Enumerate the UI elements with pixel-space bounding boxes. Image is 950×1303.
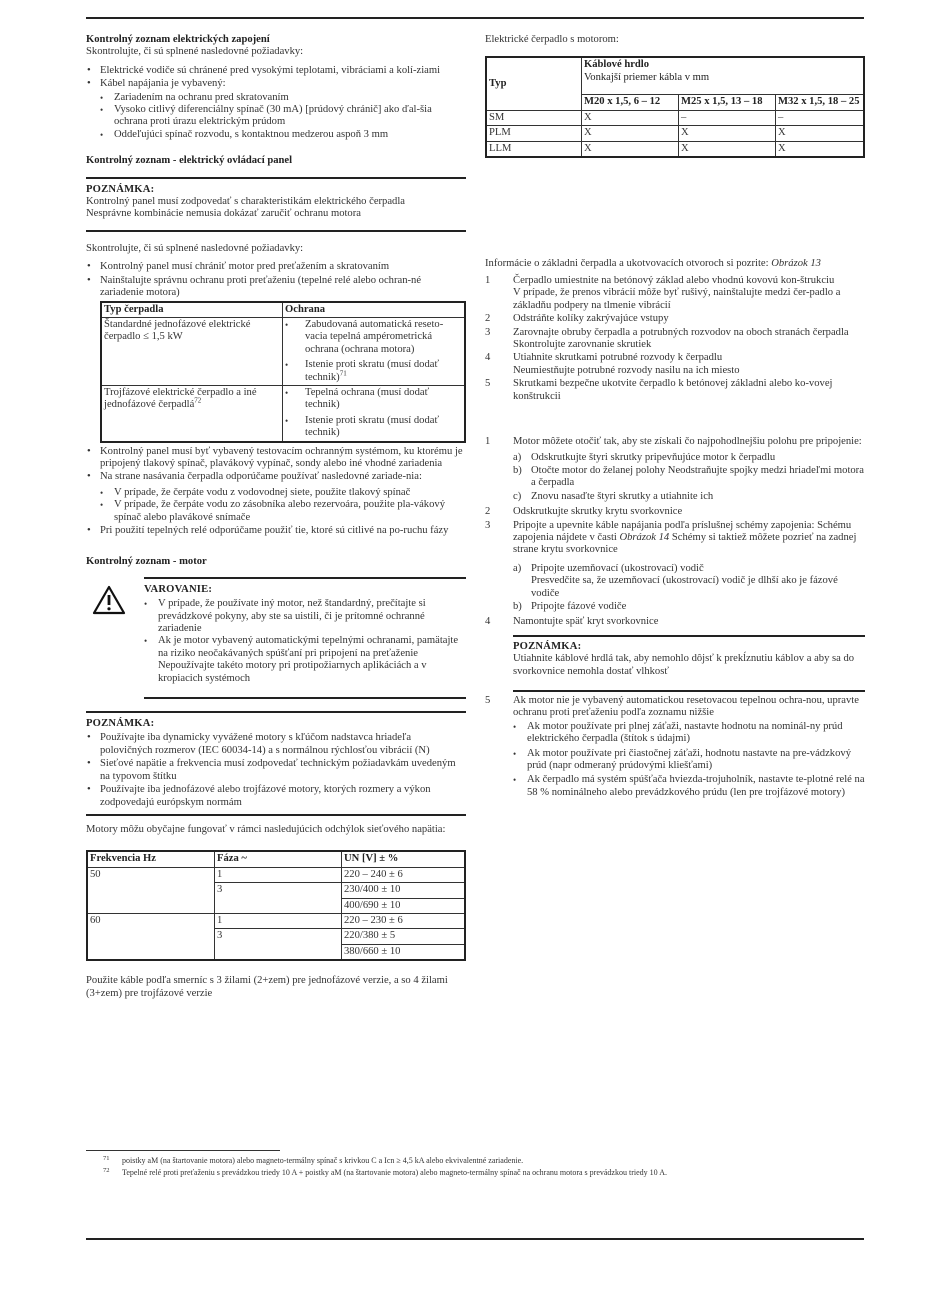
cell-list bbox=[285, 319, 462, 384]
note-list bbox=[86, 732, 466, 808]
step-line: Neumiestňujte potrubné rozvody nasilu na ich miesto bbox=[513, 364, 740, 376]
intro-text: Skontrolujte, či sú splnené nasledovné požiadavky: bbox=[86, 46, 304, 58]
footnote-number: 71 bbox=[103, 1155, 110, 1162]
step-item bbox=[485, 275, 865, 312]
step-line: Namontujte späť kryt svorkovnice bbox=[513, 616, 659, 628]
cable-gland-table bbox=[485, 56, 865, 158]
table-row bbox=[486, 126, 864, 141]
page-bottom-rule bbox=[86, 1238, 864, 1240]
table-row bbox=[101, 385, 465, 441]
installation-steps bbox=[485, 275, 865, 403]
note-line: Nesprávne kombinácie nemusia dokázať zaručiť ochranu motora bbox=[86, 208, 361, 220]
figure-ref-link[interactable]: Obrázok 13 bbox=[771, 258, 821, 270]
base-intro bbox=[485, 255, 865, 273]
table-cell: SM bbox=[486, 110, 582, 125]
table-cell bbox=[101, 317, 283, 385]
protection-table bbox=[100, 301, 466, 443]
phase-cell: 3 bbox=[215, 929, 342, 960]
step-line: Utiahnite skrutkami potrubné rozvody k čerpadlu bbox=[513, 352, 723, 364]
footnote bbox=[86, 1167, 886, 1179]
list-item bbox=[86, 78, 466, 141]
warning-item: • Ak je motor vybavený automatickými tepelnými ochranami, pamätajte na riziko neočakávaných spúšťaní pri pripojení na preťaženie Nepoužívajte takéto motory pri protipožiarnych aplikáciách a v kropiacich systémoch bbox=[144, 635, 466, 685]
cell-text: Istenie proti skratu (musí dodať technik) bbox=[305, 359, 439, 383]
step-number: 2 bbox=[485, 313, 491, 325]
table-row bbox=[101, 317, 465, 385]
step-item bbox=[485, 327, 865, 352]
cell-text: Štandardné jednofázové elektrické čerpadlo ≤ 1,5 kW bbox=[104, 318, 251, 343]
table-header: M25 x 1,5, 13 – 18 bbox=[679, 95, 776, 110]
step-number: 4 bbox=[485, 616, 491, 628]
freq-cell: 60 bbox=[87, 913, 215, 960]
note-text: Utiahnite káblové hrdlá tak, aby nemohlo dôjsť k prekĺznutiu káblov a aby sa do svorkovnice nemohla dostať vlhkosť bbox=[513, 653, 855, 677]
sub-step-letter: b) bbox=[513, 600, 522, 612]
freq-cell: 50 bbox=[87, 867, 215, 913]
step-line: Odstráňte kolíky zakrývajúce vstupy bbox=[513, 313, 669, 325]
sub-step bbox=[513, 563, 865, 600]
table-header: M32 x 1,5, 18 – 25 bbox=[776, 95, 865, 110]
step-line: Skontrolujte zarovnanie skrutiek bbox=[513, 339, 652, 351]
note-title: POZNÁMKA: bbox=[513, 640, 582, 652]
sub-list bbox=[513, 721, 865, 799]
sub-step bbox=[513, 491, 865, 503]
step-item bbox=[485, 616, 865, 628]
warning-item: • V prípade, že používate iný motor, než štandardný, prečítajte si prevádzkové pokyny, aby ste sa uistili, či je prítomné ochranné zariadenie bbox=[144, 598, 466, 635]
voltage-cell: 220 – 240 ± 6 bbox=[342, 867, 466, 882]
step-number: 5 bbox=[485, 695, 491, 706]
step-line bbox=[513, 520, 865, 557]
warning-box bbox=[144, 577, 466, 699]
step-number: 2 bbox=[485, 506, 491, 518]
step-line: Motor môžete otočiť tak, aby ste získali čo najpohodlnejšiu polohu pre pripojenie: bbox=[513, 436, 862, 448]
sub-step-letter: a) bbox=[513, 451, 522, 463]
step-line: Zarovnajte obruby čerpadla a potrubných rozvodov na oboch stranách čerpadla bbox=[513, 326, 849, 338]
voltage-cell: 220/380 ± 5 bbox=[342, 929, 466, 944]
left-column bbox=[86, 34, 466, 1000]
sub-step-text: Pripojte uzemňovací (ukostrovací) vodič bbox=[531, 562, 704, 574]
phase-cell: 3 bbox=[215, 883, 342, 914]
sub-list-item: • Vysoko citlivý diferenciálny spínač (30 mA) [prúdový chránič] ako ďal-šia ochrana proti úrazu elektrickým prúdom bbox=[100, 104, 466, 129]
group-header-title: Káblové hrdlo bbox=[584, 59, 650, 71]
table-cell: X bbox=[776, 141, 865, 157]
cable-text: Použite káble podľa smerníc s 3 žilami (2+zem) pre jednofázové verzie, a so 4 žilami (3+zem) pre trojfázové verzie bbox=[86, 975, 448, 999]
list-item: • Nainštalujte správnu ochranu proti preťaženiu (tepelné relé alebo ochran-né zariadenie motora) bbox=[86, 275, 466, 300]
table-cell: – bbox=[776, 110, 865, 125]
intro-text: Skontrolujte, či sú splnené nasledovné požiadavky: bbox=[86, 242, 304, 254]
voltage-intro: Motory môžu obyčajne fungovať v rámci nasledujúcich odchýlok sieťového napätia: bbox=[86, 823, 446, 835]
step-item bbox=[485, 695, 865, 799]
table-header: Ochrana bbox=[283, 302, 466, 318]
cell-list-item: • Zabudovaná automatická reseto-vacia tepelná ampérometrická ochrana (ochrana motora) bbox=[285, 319, 462, 356]
table-header: Fáza ~ bbox=[215, 851, 342, 867]
step-item bbox=[485, 506, 865, 518]
step-number: 1 bbox=[485, 275, 491, 287]
warning-list bbox=[144, 598, 466, 685]
voltage-table bbox=[86, 850, 466, 961]
footnote-ref[interactable]: 72 bbox=[194, 396, 202, 405]
footnotes bbox=[86, 1150, 886, 1179]
note-title: POZNÁMKA: bbox=[86, 718, 155, 730]
sub-list-item: • Oddeľujúci spínač rozvodu, s kontaktnou medzerou aspoň 3 mm bbox=[100, 129, 466, 141]
motor-intro: Elektrické čerpadlo s motorom: bbox=[485, 34, 619, 45]
table-row bbox=[486, 141, 864, 157]
sub-step-letter: c) bbox=[513, 490, 522, 502]
step-text: Schémy si taktiež môžete pozrieť na zadnej strane krytu svorkovnice bbox=[513, 531, 857, 556]
step-text: Pripojte a upevnite káble napájania podľa príslušnej schémy zapojenia: Schému zapojenia nájdete v časti bbox=[513, 519, 852, 543]
right-column bbox=[485, 34, 865, 800]
step-line: Skrutkami bezpečne ukotvite čerpadlo k betónovej základni alebo ko-vovej konštrukcii bbox=[513, 378, 833, 402]
table-row bbox=[486, 110, 864, 125]
sub-list bbox=[100, 92, 466, 142]
step-item bbox=[485, 313, 865, 325]
table-row bbox=[87, 867, 465, 882]
table-cell: X bbox=[679, 126, 776, 141]
table-cell: LLM bbox=[486, 141, 582, 157]
cell-list bbox=[285, 387, 462, 440]
table-cell bbox=[283, 385, 466, 441]
warning-block bbox=[86, 577, 466, 699]
heading-motor-checklist: Kontrolný zoznam - motor bbox=[86, 556, 207, 568]
footnote bbox=[86, 1155, 886, 1167]
step-number: 3 bbox=[485, 519, 491, 531]
sub-step-text: Pripojte fázové vodiče bbox=[531, 600, 627, 612]
step-number: 3 bbox=[485, 326, 491, 338]
page-top-rule bbox=[86, 17, 864, 19]
list-item: • Kontrolný panel musí byť vybavený testovacím ochranným systémom, ku ktorému je pripojený tlakový spínač, plavákový vypínač, sondy alebo iné vhodné zariadenia bbox=[86, 446, 466, 471]
sub-step-letter: b) bbox=[513, 464, 522, 476]
step-line: Odskrutkujte skrutky krytu svorkovnice bbox=[513, 506, 683, 518]
motor-steps bbox=[485, 436, 865, 629]
step-item bbox=[485, 436, 865, 503]
table-cell: X bbox=[582, 126, 679, 141]
sub-list-item: • V prípade, že čerpáte vodu zo zásobníka alebo rezervoára, použite pla-vákový spínač alebo plavákové snímače bbox=[100, 499, 466, 524]
list-item-text: Na strane nasávania čerpadla odporúčame používať nasledovné zariade-nia: bbox=[100, 471, 422, 483]
table-header: Frekvencia Hz bbox=[87, 851, 215, 867]
table-row bbox=[87, 913, 465, 928]
table-header: Typ čerpadla bbox=[101, 302, 283, 318]
sub-list-item: • Ak motor používate pri plnej záťaži, nastavte hodnotu na nominál-ny prúd elektrického čerpadla (štítok s údajmi) bbox=[513, 721, 865, 746]
sub-list-item: • Zariadením na ochranu pred skratovaním bbox=[100, 92, 466, 104]
sub-list-item: • Ak čerpadlo má systém spúšťača hviezda-trojuholník, nastavte te-plotné relé na 58 % nominálneho alebo prevádzkového prúdu (len pre trojfázové motory) bbox=[513, 774, 865, 799]
table-group-header bbox=[582, 57, 865, 95]
step-item bbox=[485, 520, 865, 614]
footnote-number: 72 bbox=[103, 1167, 110, 1174]
table-header: Typ bbox=[486, 57, 582, 110]
control-panel-list-2 bbox=[86, 446, 466, 538]
note-item: • Používajte iba dynamicky vyvážené motory s kľúčom nadstavca hriadeľa polovičných rozmerov (IEC 60034-14) a s normálnou rýchlosťou vibrácií (N) bbox=[86, 732, 466, 757]
sub-step bbox=[513, 452, 865, 464]
group-header-sub: Vonkajší priemer kábla v mm bbox=[584, 71, 710, 83]
heading-control-panel-checklist: Kontrolný zoznam - elektrický ovládací panel bbox=[86, 155, 293, 167]
step-line: Čerpadlo umiestnite na betónový základ alebo vhodnú kovovú kon-štrukciu bbox=[513, 275, 835, 287]
sub-step-letter: a) bbox=[513, 562, 522, 574]
table-cell: – bbox=[679, 110, 776, 125]
step-number: 5 bbox=[485, 378, 491, 390]
list-item: • Pri použití tepelných relé odporúčame použiť tie, ktoré sú citlivé na po-ruchu fázy bbox=[86, 525, 466, 537]
step-line: Ak motor nie je vybavený automatickou resetovacou tepelnou ochra-nou, upravte ochranu proti preťaženiu podľa zoznamu nižšie bbox=[513, 695, 859, 719]
table-cell: X bbox=[582, 110, 679, 125]
control-panel-list bbox=[86, 261, 466, 299]
note-box bbox=[86, 711, 466, 816]
sub-steps bbox=[513, 452, 865, 504]
voltage-cell: 380/660 ± 10 bbox=[342, 944, 466, 960]
footnote-text: poistky aM (na štartovanie motora) alebo magneto-termálny spínač s krivkou C a Icn ≥ 4,5 kA alebo ekvivalentné zariadenie. bbox=[122, 1156, 524, 1165]
note-box bbox=[86, 177, 466, 232]
footnote-ref[interactable]: 71 bbox=[339, 369, 347, 377]
sub-step-text: Odskrutkujte štyri skrutky pripevňujúce motor k čerpadlu bbox=[531, 451, 776, 463]
figure-ref-link[interactable]: Obrázok 14 bbox=[619, 531, 670, 543]
table-cell: X bbox=[679, 141, 776, 157]
step-number: 4 bbox=[485, 352, 491, 364]
step-number: 1 bbox=[485, 436, 491, 448]
list-item-text: Kábel napájania je vybavený: bbox=[100, 78, 226, 90]
table-header: M20 x 1,5, 6 – 12 bbox=[582, 95, 679, 110]
sub-list-item: • V prípade, že čerpáte vodu z vodovodnej siete, použite tlakový spínač bbox=[100, 487, 466, 499]
step-item bbox=[485, 352, 865, 377]
electrical-requirements-list bbox=[86, 65, 466, 141]
footnote-rule bbox=[86, 1150, 280, 1151]
cell-list-item: • Istenie proti skratu (musí dodať technik) bbox=[285, 415, 462, 440]
sub-step-text: Znovu nasaďte štyri skrutky a utiahnite ich bbox=[531, 490, 714, 502]
table-header: UN [V] ± % bbox=[342, 851, 466, 867]
voltage-cell: 400/690 ± 10 bbox=[342, 898, 466, 913]
table-cell bbox=[101, 385, 283, 441]
cell-list-item: • Tepelná ochrana (musí dodať technik) bbox=[285, 387, 462, 412]
sub-list bbox=[100, 487, 466, 524]
sub-step-text: Presvedčite sa, že uzemňovací (ukostrovací) vodič je dlhší ako je fázové vodiče bbox=[531, 575, 838, 599]
heading-electrical-checklist: Kontrolný zoznam elektrických zapojení bbox=[86, 34, 270, 45]
note-line: Kontrolný panel musí zodpovedať s charakteristikám elektrického čerpadla bbox=[86, 196, 405, 208]
table-cell: PLM bbox=[486, 126, 582, 141]
note-item: • Sieťové napätie a frekvencia musí zodpovedať technickým požiadavkám uvedeným na typovom štítku bbox=[86, 758, 466, 783]
sub-step-text: Otočte motor do želanej polohy Neodstraňujte spojky medzi hriadeľmi motora a čerpadla bbox=[531, 464, 864, 489]
list-item bbox=[86, 471, 466, 524]
step-line: V prípade, že prenos vibrácií môže byť rušivý, nainštalujte medzi čer-padlo a základňu podpery na tlmenie vibrácií bbox=[513, 287, 841, 311]
sub-steps bbox=[513, 563, 865, 614]
warning-title: VAROVANIE: bbox=[144, 583, 213, 595]
sub-step bbox=[513, 601, 865, 613]
phase-cell: 1 bbox=[215, 913, 342, 928]
cell-text: Trojfázové elektrické čerpadlo a iné jednofázové čerpadlá bbox=[104, 386, 257, 411]
table-cell: X bbox=[776, 126, 865, 141]
phase-cell: 1 bbox=[215, 867, 342, 882]
cell-list-item bbox=[285, 359, 462, 384]
table-cell bbox=[283, 317, 466, 385]
step-item bbox=[485, 378, 865, 403]
note-item: • Používajte iba jednofázové alebo trojfázové motory, ktorých rozmery a výkon zodpovedajú európskym normám bbox=[86, 784, 466, 809]
list-item: • Kontrolný panel musí chrániť motor pred preťažením a skratovaním bbox=[86, 261, 466, 273]
voltage-cell: 220 – 230 ± 6 bbox=[342, 913, 466, 928]
base-intro-text: Informácie o základni čerpadla a ukotvovacích otvoroch si pozrite: bbox=[485, 258, 772, 270]
sub-list-item: • Ak motor používate pri čiastočnej záťaži, hodnotu nastavte na pre-vádzkový prúd (napr odmeraný prúdovými kliešťami) bbox=[513, 748, 865, 773]
list-item: • Elektrické vodiče sú chránené pred vysokými teplotami, vibráciami a kolí-ziami bbox=[86, 65, 466, 77]
note-box bbox=[513, 635, 865, 692]
note-title: POZNÁMKA: bbox=[86, 183, 155, 195]
voltage-cell: 230/400 ± 10 bbox=[342, 883, 466, 898]
motor-steps-2 bbox=[485, 695, 865, 799]
sub-step bbox=[513, 465, 865, 490]
warning-triangle-icon bbox=[92, 585, 126, 615]
table-cell: X bbox=[582, 141, 679, 157]
footnote-text: Tepelné relé proti preťaženiu s prevádzkou triedy 10 A + poistky aM (na štartovanie motora) alebo magneto-termálny spínač na ochranu motora s prevádzkou triedy 10 A. bbox=[122, 1168, 667, 1177]
